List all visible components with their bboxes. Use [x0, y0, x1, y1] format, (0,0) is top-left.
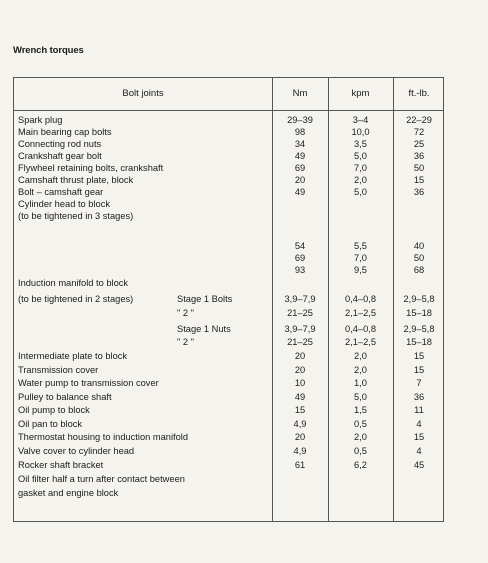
cell-ft-lb: 15–18 [406, 308, 432, 318]
cell-nm: 61 [294, 460, 306, 470]
table-row [14, 264, 443, 276]
header-bolt-joints: Bolt joints [122, 88, 164, 99]
cell-ft-lb: 2,9–5,8 [403, 324, 435, 334]
cell-ft-lb: 36 [413, 392, 425, 402]
cell-ft-lb: 7 [416, 378, 422, 388]
row-label: Transmission cover [18, 365, 99, 375]
cell-nm: 54 [294, 241, 306, 251]
cell-nm: 4,9 [293, 419, 307, 429]
cell-ft-lb: 4 [416, 446, 422, 456]
page-title: Wrench torques [13, 45, 84, 56]
torque-table [13, 77, 444, 522]
cell-ft-lb: 25 [413, 139, 425, 149]
row-label: (to be tightened in 3 stages) [18, 211, 134, 221]
row-label: Camshaft thrust plate, block [18, 175, 134, 185]
row-stage: " 2 " [177, 337, 194, 347]
table-row [14, 126, 443, 138]
cell-ft-lb: 36 [413, 187, 425, 197]
cell-nm: 20 [294, 432, 306, 442]
cell-nm: 34 [294, 139, 306, 149]
table-row [14, 293, 443, 305]
cell-kpm: 2,0 [354, 175, 367, 185]
table-row [14, 210, 443, 222]
cell-nm: 93 [294, 265, 306, 275]
table-row [14, 459, 443, 471]
cell-ft-lb: 15 [413, 432, 425, 442]
table-row [14, 350, 443, 362]
cell-kpm: 7,0 [354, 253, 367, 263]
table-row [14, 162, 443, 174]
row-label: Intermediate plate to block [18, 351, 128, 361]
row-label: Thermostat housing to induction manifold [18, 432, 189, 442]
cell-kpm: 2,1–2,5 [344, 308, 377, 318]
table-row [14, 418, 443, 430]
cell-ft-lb: 40 [413, 241, 425, 251]
cell-nm: 49 [294, 151, 306, 161]
cell-nm: 20 [294, 365, 306, 375]
row-label: Induction manifold to block [18, 278, 129, 288]
table-row [14, 198, 443, 210]
cell-ft-lb: 50 [413, 163, 425, 173]
cell-ft-lb: 36 [413, 151, 425, 161]
row-label: gasket and engine block [18, 488, 119, 498]
table-row [14, 277, 443, 289]
cell-kpm: 5,0 [354, 151, 367, 161]
row-label: Crankshaft gear bolt [18, 151, 102, 161]
row-label: Cylinder head to block [18, 199, 110, 209]
cell-ft-lb: 72 [413, 127, 425, 137]
cell-ft-lb: 15 [413, 351, 425, 361]
cell-kpm: 5,5 [354, 241, 367, 251]
table-row [14, 445, 443, 457]
cell-kpm: 1,5 [354, 405, 367, 415]
cell-nm: 49 [294, 187, 306, 197]
cell-ft-lb: 15 [413, 365, 425, 375]
cell-ft-lb: 15–18 [406, 337, 432, 347]
table-row [14, 377, 443, 389]
table-row [14, 336, 443, 348]
row-label: Oil filter half a turn after contact between [18, 474, 185, 484]
cell-ft-lb: 2,9–5,8 [403, 294, 435, 304]
table-row [14, 391, 443, 403]
header-divider [14, 110, 443, 111]
cell-ft-lb: 22–29 [406, 115, 432, 125]
cell-kpm: 1,0 [354, 378, 367, 388]
header-nm: Nm [292, 88, 308, 99]
table-row [14, 473, 443, 485]
cell-nm: 49 [294, 392, 306, 402]
cell-ft-lb: 4 [416, 419, 422, 429]
cell-kpm: 0,5 [354, 419, 367, 429]
row-label: Oil pump to block [18, 405, 90, 415]
cell-nm: 20 [294, 175, 306, 185]
table-row [14, 252, 443, 264]
row-label: Water pump to transmission cover [18, 378, 159, 388]
cell-kpm: 0,4–0,8 [344, 294, 377, 304]
row-stage: Stage 1 Nuts [177, 324, 231, 334]
cell-kpm: 2,0 [354, 351, 367, 361]
row-stage: Stage 1 Bolts [177, 294, 233, 304]
cell-nm: 4,9 [293, 446, 307, 456]
cell-kpm: 5,0 [354, 187, 367, 197]
cell-ft-lb: 45 [413, 460, 425, 470]
cell-kpm: 9,5 [354, 265, 367, 275]
row-label: Spark plug [18, 115, 63, 125]
header-ft-lb: ft.-lb. [408, 88, 430, 99]
cell-kpm: 7,0 [354, 163, 367, 173]
table-row [14, 431, 443, 443]
table-row [14, 323, 443, 335]
cell-nm: 3,9–7,9 [284, 294, 316, 304]
row-label: Connecting rod nuts [18, 139, 102, 149]
row-label: (to be tightened in 2 stages) [18, 294, 134, 304]
table-row [14, 138, 443, 150]
table-row [14, 186, 443, 198]
cell-kpm: 6,2 [354, 460, 367, 470]
cell-ft-lb: 11 [414, 405, 424, 415]
table-row [14, 150, 443, 162]
header-kpm: kpm [351, 88, 370, 99]
cell-kpm: 0,4–0,8 [344, 324, 377, 334]
table-row [14, 174, 443, 186]
cell-kpm: 0,5 [354, 446, 367, 456]
cell-nm: 21–25 [287, 337, 313, 347]
table-row [14, 487, 443, 499]
cell-nm: 98 [294, 127, 306, 137]
row-label: Oil pan to block [18, 419, 83, 429]
cell-kpm: 3,5 [354, 139, 367, 149]
cell-kpm: 2,0 [354, 365, 367, 375]
table-row [14, 364, 443, 376]
row-label: Main bearing cap bolts [18, 127, 112, 137]
cell-kpm: 2,0 [354, 432, 367, 442]
cell-nm: 29–39 [287, 115, 313, 125]
table-row [14, 240, 443, 252]
row-label: Valve cover to cylinder head [18, 446, 135, 456]
table-row [14, 307, 443, 319]
cell-ft-lb: 15 [413, 175, 425, 185]
cell-nm: 69 [294, 163, 306, 173]
cell-ft-lb: 50 [413, 253, 425, 263]
cell-nm: 3,9–7,9 [284, 324, 316, 334]
table-row [14, 114, 443, 126]
cell-kpm: 10,0 [351, 127, 370, 137]
row-stage: " 2 " [177, 308, 194, 318]
cell-nm: 21–25 [287, 308, 313, 318]
row-label: Flywheel retaining bolts, crankshaft [18, 163, 164, 173]
cell-nm: 69 [294, 253, 306, 263]
cell-kpm: 5,0 [354, 392, 367, 402]
row-label: Rocker shaft bracket [18, 460, 104, 470]
table-row [14, 404, 443, 416]
cell-nm: 15 [294, 405, 306, 415]
row-label: Pulley to balance shaft [18, 392, 112, 402]
cell-nm: 20 [294, 351, 306, 361]
cell-nm: 10 [294, 378, 306, 388]
cell-ft-lb: 68 [413, 265, 425, 275]
row-label: Bolt – camshaft gear [18, 187, 104, 197]
cell-kpm: 2,1–2,5 [344, 337, 377, 347]
cell-kpm: 3–4 [352, 115, 369, 125]
